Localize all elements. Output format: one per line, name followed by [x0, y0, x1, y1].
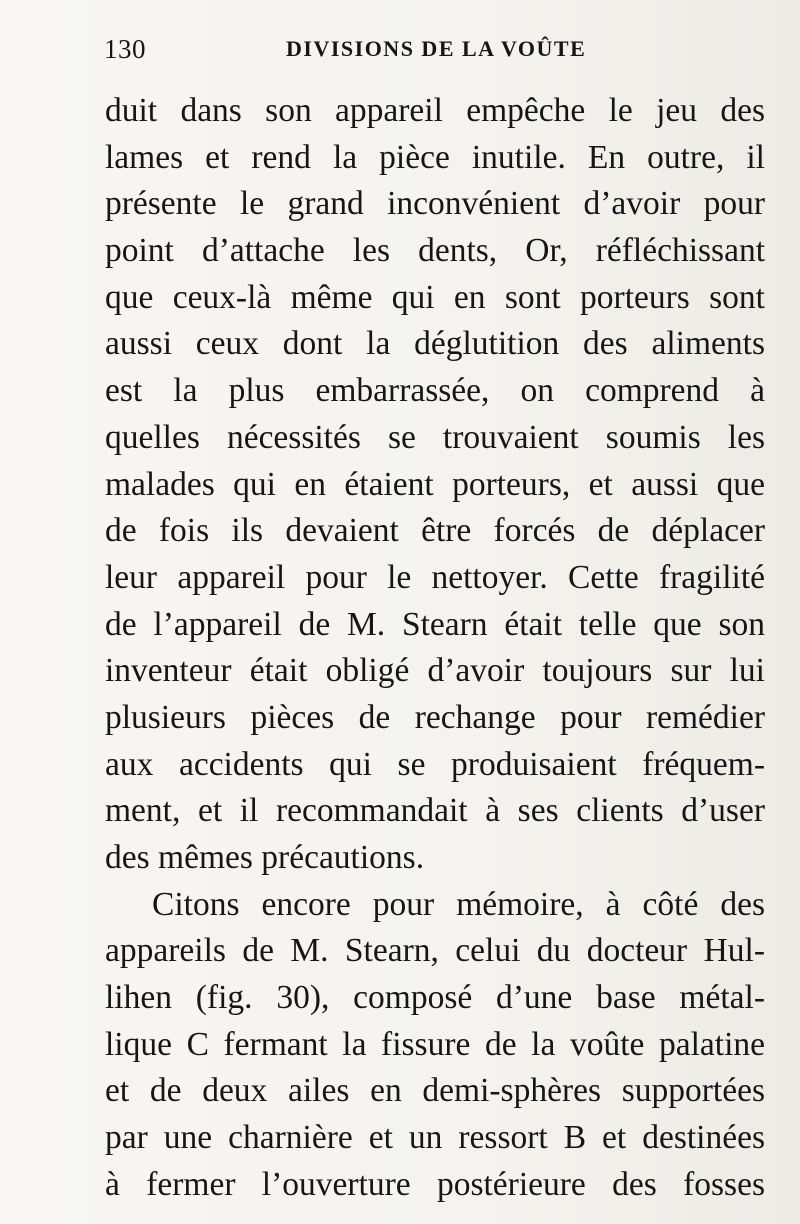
text-line: inventeur était obligé d’avoir toujours sur lui	[105, 652, 765, 690]
running-title: DIVISIONS DE LA VOÛTE	[286, 36, 587, 61]
text-line: quelles nécessités se trouvaient soumis les	[105, 418, 765, 456]
text-line: plusieurs pièces de rechange pour remédier	[105, 698, 765, 736]
paragraph	[105, 88, 765, 882]
text-line: duit dans son appareil empêche le jeu des	[105, 92, 765, 129]
text-line: aussi ceux dont la déglutition des aliments	[105, 325, 765, 363]
text-line: aux accidents qui se produisaient fréquem-	[105, 745, 765, 783]
text-line: à fermer l’ouverture postérieure des fosses	[105, 1165, 765, 1203]
text-line: malades qui en étaient porteurs, et aussi que	[105, 465, 765, 503]
text-line: de fois ils devaient être forcés de déplacer	[105, 512, 765, 550]
text-line: ment, et il recommandait à ses clients d’user	[105, 792, 765, 830]
text-line: lames et rend la pièce inutile. En outre, il	[105, 138, 765, 176]
text-line: présente le grand inconvénient d’avoir pour	[105, 185, 765, 223]
text-line: leur appareil pour le nettoyer. Cette fragilité	[105, 558, 765, 596]
text-line: lihen (fig. 30), composé d’une base métal-	[105, 979, 765, 1017]
text-line: Citons encore pour mémoire, à côté des	[152, 885, 765, 923]
text-line: que ceux-là même qui en sont porteurs sont	[105, 278, 765, 316]
text-line: de l’appareil de M. Stearn était telle que son	[105, 605, 765, 643]
text-line: des mêmes précautions.	[105, 839, 425, 876]
text-line: est la plus embarrassée, on comprend à	[105, 372, 765, 410]
page-header	[104, 34, 664, 74]
paragraph	[105, 882, 765, 1209]
text-line: et de deux ailes en demi-sphères supportées	[105, 1072, 765, 1110]
text-line: lique C fermant la fissure de la voûte palatine	[105, 1025, 765, 1063]
text-line: point d’attache les dents, Or, réfléchissant	[105, 232, 765, 270]
text-line: par une charnière et un ressort B et destinées	[105, 1119, 765, 1157]
page-number: 130	[104, 34, 146, 64]
text-line: appareils de M. Stearn, celui du docteur Hul-	[105, 932, 765, 970]
body-text	[105, 88, 765, 1209]
